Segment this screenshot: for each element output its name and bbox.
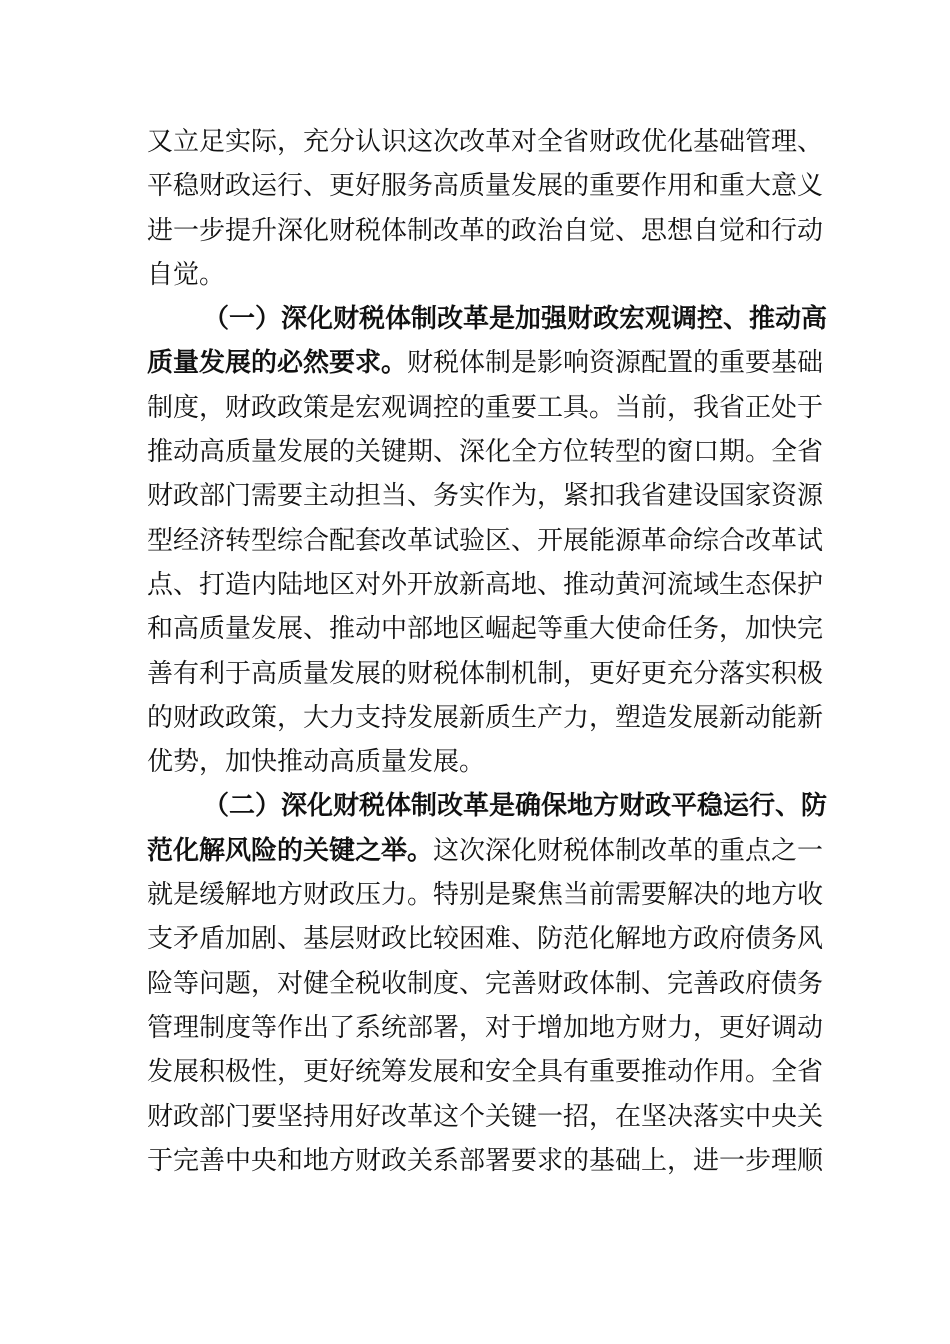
text-line: 又立足实际，充分认识这次改革对全省财政优化基础管理、 [147, 127, 824, 157]
text-line: 的财政政策，大力支持发展新质生产力，塑造发展新动能新 [147, 702, 824, 733]
text-line: 质量发展的必然要求。财税体制是影响资源配置的重要基础 [147, 348, 824, 379]
text-line: 点、打造内陆地区对外开放新高地、推动黄河流域生态保护 [147, 569, 824, 600]
text-line: 优势，加快推动高质量发展。 [147, 747, 486, 778]
text-line: 支矛盾加剧、基层财政比较困难、防范化解地方政府债务风 [147, 924, 824, 955]
text-line: 于完善中央和地方财政关系部署要求的基础上，进一步理顺 [147, 1145, 824, 1176]
text-line: 和高质量发展、推动中部地区崛起等重大使命任务，加快完 [147, 614, 824, 645]
text-line: 自觉。 [147, 259, 226, 290]
text-line: 善有利于高质量发展的财税体制机制，更好更充分落实积极 [147, 658, 824, 689]
text-line: 就是缓解地方财政压力。特别是聚焦当前需要解决的地方收 [147, 880, 824, 911]
text-line: 推动高质量发展的关键期、深化全方位转型的窗口期。全省 [147, 437, 824, 468]
text-line: 财政部门需要主动担当、务实作为，紧扣我省建设国家资源 [147, 481, 824, 512]
text-line [147, 784, 828, 828]
section-heading: 范化解风险的关键之举。 [147, 835, 434, 866]
paragraph-3 [147, 784, 828, 1183]
section-heading: 质量发展的必然要求。 [147, 348, 408, 379]
text-line: 进一步提升深化财税体制改革的政治自觉、思想自觉和行动 [147, 215, 824, 246]
text-line: 管理制度等作出了系统部署，对于增加地方财力，更好调动 [147, 1012, 824, 1043]
paragraph-1 [147, 120, 824, 297]
text-line: 范化解风险的关键之举。这次深化财税体制改革的重点之一 [147, 835, 824, 866]
text-line: 险等问题，对健全税收制度、完善财政体制、完善政府债务 [147, 968, 824, 999]
text-line: 制度，财政政策是宏观调控的重要工具。当前，我省正处于 [147, 392, 824, 423]
document-page [147, 120, 828, 1183]
section-heading: （二）深化财税体制改革是确保地方财政平稳运行、防 [203, 791, 828, 822]
text-line: 发展积极性，更好统筹发展和安全具有重要推动作用。全省 [147, 1057, 824, 1088]
section-heading: （一）深化财税体制改革是加强财政宏观调控、推动高 [203, 304, 828, 335]
text-line: 平稳财政运行、更好服务高质量发展的重要作用和重大意义 [147, 171, 824, 202]
text-line: 财政部门要坚持用好改革这个关键一招，在坚决落实中央关 [147, 1101, 824, 1132]
paragraph-2 [147, 297, 828, 784]
text-line: 型经济转型综合配套改革试验区、开展能源革命综合改革试 [147, 525, 824, 556]
text-line [147, 297, 828, 341]
